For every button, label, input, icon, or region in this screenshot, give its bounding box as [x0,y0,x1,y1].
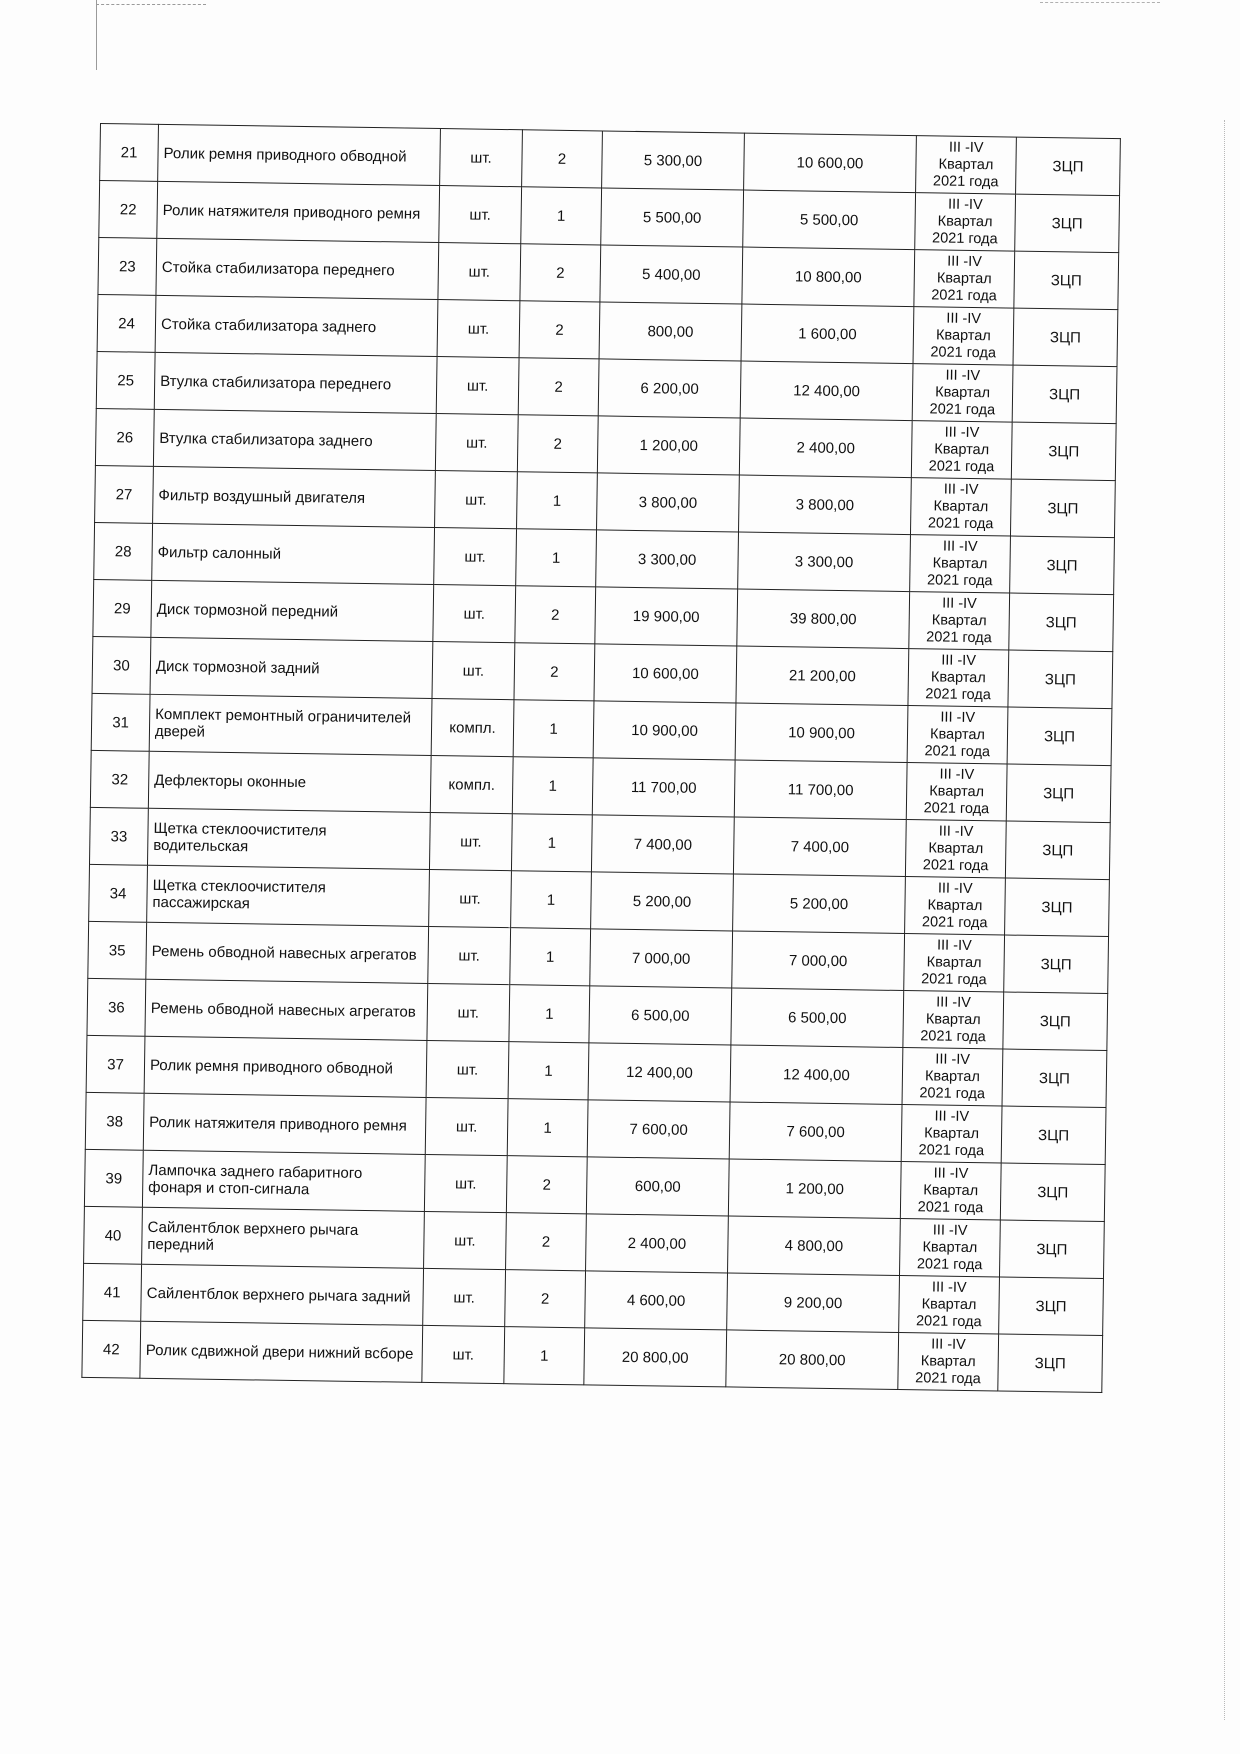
item-unit-price: 4 600,00 [585,1271,728,1330]
period-line: 2021 года [915,1369,981,1387]
item-period [901,1105,1002,1163]
item-total-price: 3 800,00 [739,475,912,535]
item-price-source: ЗЦП [1013,308,1118,367]
item-unit-price: 7 000,00 [590,929,733,988]
period-line: III -IV [939,766,975,783]
item-total-price: 7 600,00 [729,1102,902,1162]
item-total-price: 10 900,00 [735,703,908,763]
row-number: 28 [94,522,153,580]
item-total-price: 12 400,00 [740,361,913,421]
item-price-source: ЗЦП [1003,992,1108,1051]
item-total-price: 5 200,00 [733,874,906,934]
row-number: 40 [84,1206,143,1264]
period-line: III -IV [942,538,978,555]
item-period [916,136,1017,194]
item-unit-price: 5 500,00 [601,188,744,247]
row-number: 37 [86,1035,145,1093]
period-line: III -IV [936,994,971,1011]
item-name: Ролик ремня приводного обводной [158,124,441,185]
item-name: Стойка стабилизатора переднего [156,238,439,299]
item-quantity: 2 [520,244,601,302]
period-line: 2021 года [915,1312,982,1330]
period-line: 2021 года [920,1027,986,1045]
item-total-price: 9 200,00 [727,1273,900,1333]
item-name: Ремень обводной навесных агрегатов [145,979,428,1040]
item-unit-price: 600,00 [586,1157,729,1216]
period-line: 2021 года [924,742,991,760]
item-total-price: 12 400,00 [730,1045,903,1105]
period-line: Квартал [923,1181,979,1199]
item-name: Ролик натяжителя приводного ремня [157,181,440,242]
period-line: Квартал [928,839,984,857]
item-price-source: ЗЦП [1008,650,1113,709]
item-unit: шт. [425,1097,508,1155]
item-quantity: 2 [515,586,596,644]
item-period [912,364,1013,422]
period-line: Квартал [929,782,985,800]
period-line: 2021 года [931,286,997,304]
item-quantity: 1 [508,1042,589,1100]
row-number: 42 [82,1320,141,1378]
period-line: Квартал [937,212,993,230]
item-name: Диск тормозной задний [150,637,433,698]
period-line: III -IV [938,823,974,840]
item-unit-price: 3 300,00 [596,530,739,589]
item-unit-price: 6 200,00 [598,359,741,418]
period-line: III -IV [945,367,981,384]
item-period [899,1275,1000,1333]
item-quantity: 1 [504,1327,585,1385]
item-total-price: 39 800,00 [737,589,910,649]
item-total-price: 10 600,00 [744,133,917,193]
row-number: 26 [95,408,154,466]
item-quantity: 2 [519,301,600,359]
item-period [908,649,1009,707]
item-unit: шт. [424,1154,507,1212]
item-total-price: 7 000,00 [732,931,905,991]
spec-table-body [82,124,1120,1393]
period-line: III -IV [944,424,980,441]
item-name: Ролик сдвижной двери нижний всборе [140,1321,423,1382]
period-line: 2021 года [922,856,989,874]
item-price-source: ЗЦП [1005,821,1110,880]
item-period [902,1048,1003,1106]
spec-table-wrapper [81,123,1120,1393]
period-line: Квартал [931,611,987,629]
item-unit-price: 7 600,00 [587,1100,730,1159]
item-price-source: ЗЦП [1005,878,1110,937]
item-price-source: ЗЦП [998,1334,1103,1393]
row-number: 34 [89,864,148,922]
item-unit-price: 11 700,00 [592,758,735,817]
item-name: Лампочка заднего габаритного фонаря и стоп-сигнала [142,1150,425,1211]
item-price-source: ЗЦП [1010,536,1115,595]
item-price-source: ЗЦП [1001,1106,1106,1165]
item-name: Щетка стеклоочистителя водительская [147,808,430,869]
item-quantity: 1 [511,871,592,929]
scan-edge-mark-left [96,0,97,70]
item-unit: шт. [427,983,510,1041]
item-unit-price: 20 800,00 [584,1328,727,1387]
item-name: Сайлентблок верхнего рычага передний [142,1207,425,1268]
item-name: Сайлентблок верхнего рычага задний [141,1264,424,1325]
item-unit: шт. [437,300,520,358]
item-quantity: 2 [505,1270,586,1328]
item-unit-price: 1 200,00 [597,416,740,475]
item-unit: шт. [426,1040,509,1098]
period-line: III -IV [934,1107,970,1125]
item-unit-price: 5 200,00 [591,872,734,931]
item-name: Комплект ремонтный ограничителей дверей [149,694,432,755]
item-quantity: 1 [510,928,591,986]
scan-edge-mark-top [96,4,206,6]
period-line: III -IV [931,1335,966,1353]
period-line: Квартал [926,953,982,971]
row-number: 41 [83,1263,142,1321]
item-total-price: 1 200,00 [728,1159,901,1219]
row-number: 30 [92,636,151,694]
row-number: 24 [97,294,156,352]
item-unit: шт. [433,585,516,643]
period-line: 2021 года [921,970,987,988]
row-number: 21 [100,124,159,182]
item-unit: шт. [424,1211,507,1269]
item-period [899,1218,1000,1276]
item-price-source: ЗЦП [1002,1049,1107,1108]
row-number: 23 [98,237,157,295]
item-unit-price: 3 800,00 [597,473,740,532]
item-name: Втулка стабилизатора заднего [153,409,436,470]
item-unit: компл. [431,698,514,756]
item-unit: шт. [422,1325,505,1383]
item-total-price: 20 800,00 [726,1330,899,1390]
period-line: III -IV [946,310,982,327]
item-quantity: 1 [521,187,602,245]
row-number: 25 [96,351,155,409]
item-unit-price: 10 600,00 [594,644,737,703]
item-name: Дефлекторы оконные [148,751,431,812]
item-unit-price: 19 900,00 [595,587,738,646]
period-line: 2021 года [925,685,992,703]
item-unit-price: 6 500,00 [589,986,732,1045]
item-price-source: ЗЦП [1012,365,1117,424]
item-name: Фильтр салонный [152,523,435,584]
item-price-source: ЗЦП [1006,764,1111,823]
item-total-price: 3 300,00 [738,532,911,592]
period-line: III -IV [935,1050,971,1068]
item-period [909,592,1010,650]
item-name: Щетка стеклоочистителя пассажирская [147,865,430,926]
item-period [898,1332,999,1390]
period-line: III -IV [947,253,982,270]
item-price-source: ЗЦП [1007,707,1112,766]
period-line: Квартал [925,1010,981,1028]
row-number: 29 [93,579,152,637]
period-line: Квартал [938,155,994,173]
item-price-source: ЗЦП [1009,593,1114,652]
period-line: 2021 года [921,913,988,931]
period-line: 2021 года [916,1255,983,1273]
row-number: 31 [91,693,150,751]
period-line: Квартал [936,269,992,287]
item-total-price: 10 800,00 [742,247,915,307]
period-line: 2021 года [932,172,999,190]
item-price-source: ЗЦП [1015,194,1120,253]
period-line: III -IV [932,1221,968,1239]
item-name: Фильтр воздушный двигателя [153,466,436,527]
item-period [905,820,1006,878]
item-period [914,250,1015,308]
item-period [906,763,1007,821]
item-name: Ролик натяжителя приводного ремня [143,1093,426,1154]
item-period [904,934,1005,992]
period-line: 2021 года [926,571,993,589]
item-period [905,877,1006,935]
item-unit: шт. [436,357,519,415]
item-quantity: 2 [506,1213,587,1271]
item-unit: шт. [432,641,515,699]
item-quantity: 1 [507,1099,588,1157]
item-unit-price: 5 300,00 [602,131,745,190]
item-quantity: 1 [512,757,593,815]
period-line: III -IV [933,1164,969,1182]
row-number: 36 [87,978,146,1036]
period-line: III -IV [941,652,977,669]
period-line: Квартал [930,725,986,743]
period-line: 2021 года [929,400,996,418]
period-line: 2021 года [926,628,992,646]
item-unit: шт. [438,243,521,301]
item-period [911,421,1012,479]
period-line: 2021 года [919,1084,986,1102]
period-line: Квартал [932,554,988,572]
item-total-price: 1 600,00 [741,304,914,364]
item-total-price: 4 800,00 [728,1216,901,1276]
item-name: Втулка стабилизатора переднего [154,352,437,413]
item-quantity: 2 [514,643,595,701]
item-period [910,478,1011,536]
item-price-source: ЗЦП [999,1277,1104,1336]
item-unit-price: 2 400,00 [586,1214,729,1273]
period-line: Квартал [927,896,983,914]
item-unit: шт. [429,812,512,870]
item-quantity: 2 [517,415,598,473]
item-price-source: ЗЦП [1011,422,1116,481]
period-line: 2021 года [932,229,998,247]
row-number: 27 [95,465,154,523]
item-name: Стойка стабилизатора заднего [155,295,438,356]
row-number: 35 [88,921,147,979]
item-quantity: 1 [513,700,594,758]
scan-edge-mark-top-right [1040,2,1160,4]
item-total-price: 6 500,00 [731,988,904,1048]
row-number: 32 [90,750,149,808]
period-line: III -IV [948,139,984,156]
row-number: 39 [84,1149,143,1207]
item-unit: компл. [430,755,513,813]
period-line: Квартал [921,1295,977,1313]
period-line: Квартал [934,440,990,458]
item-total-price: 5 500,00 [743,190,916,250]
scan-edge-mark-right [1224,120,1226,1720]
row-number: 22 [99,181,158,239]
item-period [907,706,1008,764]
item-unit-price: 5 400,00 [600,245,743,304]
item-period [903,991,1004,1049]
item-name: Ролик ремня приводного обводной [144,1036,427,1097]
item-price-source: ЗЦП [1004,935,1109,994]
item-unit-price: 10 900,00 [593,701,736,760]
item-unit: шт. [435,471,518,529]
item-period [910,535,1011,593]
period-line: III -IV [931,1278,967,1296]
period-line: III -IV [943,481,979,498]
item-unit: шт. [440,129,523,187]
item-total-price: 2 400,00 [739,418,912,478]
period-line: Квартал [920,1352,976,1370]
item-price-source: ЗЦП [1010,479,1115,538]
item-total-price: 7 400,00 [733,817,906,877]
period-line: 2021 года [923,799,990,817]
item-name: Ремень обводной навесных агрегатов [146,922,429,983]
period-line: III -IV [942,595,977,612]
period-line: Квартал [935,383,991,401]
item-unit-price: 800,00 [599,302,742,361]
period-line: III -IV [940,709,976,726]
item-period [913,307,1014,365]
row-number: 38 [85,1092,144,1150]
item-unit: шт. [428,926,511,984]
period-line: 2021 года [917,1198,984,1216]
item-quantity: 1 [509,985,590,1043]
item-total-price: 11 700,00 [734,760,907,820]
period-line: 2021 года [928,457,995,475]
period-line: Квартал [924,1124,980,1142]
item-quantity: 2 [506,1156,587,1214]
item-total-price: 21 200,00 [736,646,909,706]
row-number: 33 [89,807,148,865]
period-line: Квартал [924,1067,980,1085]
item-unit: шт. [429,869,512,927]
item-price-source: ЗЦП [1000,1163,1105,1222]
item-name: Диск тормозной передний [151,580,434,641]
item-price-source: ЗЦП [1014,251,1119,310]
item-unit: шт. [434,528,517,586]
spec-table [81,123,1121,1393]
item-quantity: 1 [516,529,597,587]
period-line: 2021 года [930,343,997,361]
item-quantity: 2 [518,358,599,416]
item-quantity: 1 [517,472,598,530]
item-quantity: 1 [511,814,592,872]
period-line: Квартал [922,1238,978,1256]
item-unit-price: 12 400,00 [588,1043,731,1102]
item-quantity: 2 [522,130,603,188]
period-line: 2021 года [918,1141,985,1159]
period-line: III -IV [947,196,983,213]
item-period [915,193,1016,251]
item-unit: шт. [435,414,518,472]
item-price-source: ЗЦП [1016,137,1121,196]
period-line: 2021 года [927,514,994,532]
item-unit: шт. [439,186,522,244]
item-price-source: ЗЦП [999,1220,1104,1279]
item-unit: шт. [423,1268,506,1326]
period-line: III -IV [936,937,972,954]
period-line: Квартал [930,668,986,686]
period-line: Квартал [933,497,989,515]
item-unit-price: 7 400,00 [591,815,734,874]
item-period [900,1161,1001,1219]
period-line: Квартал [935,326,991,344]
period-line: III -IV [937,880,973,897]
